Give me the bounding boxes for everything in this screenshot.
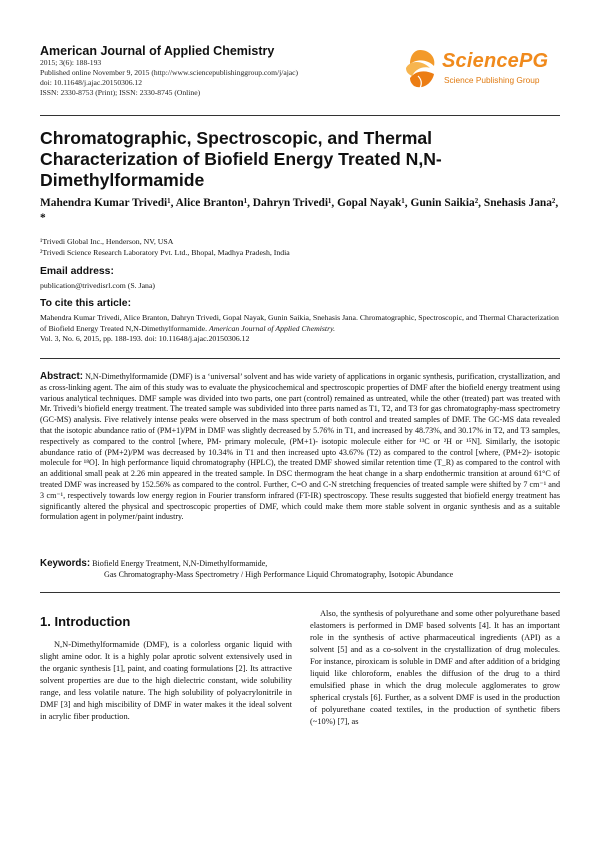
keywords-line-1: Biofield Energy Treatment, N,N-Dimethylformamide,: [92, 559, 268, 568]
affiliations: [40, 236, 560, 258]
intro-paragraph-right: Also, the synthesis of polyurethane and some other polyurethane based elastomers is performed in DMF based solvents [4]. It has an important role in the synthesis of active pharmaceutical ingredients (API) as a solvent [5] and as a co-solvent in the crystallization of drug molecules. For instance, piroxicam is soluble in DMF and after addition of a bridging liquid like chloroform, enables the diffusion of the drug to a third emulsified phase in which the drug molecule agglomerates to grow spherical crystals [6]. Further, as a solvent DMF is used in the production of polyurethane coated textiles, in the production of synthetic fibers (~10%) [7], as: [310, 609, 560, 726]
right-column: [310, 608, 560, 728]
paper-title: Chromatographic, Spectroscopic, and Thermal Characterization of Biofield Energy Treated N,N-Dimethylformamide: [40, 128, 442, 190]
abstract: [40, 372, 560, 523]
logo-wordmark: SciencePG: [442, 50, 549, 72]
keywords-line-2: Gas Chromatography-Mass Spectrometry / High Performance Liquid Chromatography, Isotopic Abundance: [104, 570, 454, 579]
citation-text: Mahendra Kumar Trivedi, Alice Branton, Dahryn Trivedi, Gopal Nayak, Gunin Saikia, Snehasis Jana. Chromatographic, Spectroscopic, and Thermal Characterization of Biofield Energy Treated N,N-Dimethylformamide.: [40, 313, 559, 333]
journal-name: American Journal of Applied Chemistry: [40, 44, 275, 58]
intro-paragraph-left: N,N-Dimethylformamide (DMF), is a colorless organic liquid with slight amine odor. It is a highly polar aprotic solvent extensively used in the organic synthesis [1], paint, and coating formulations [2]. Its attractive solvent properties are due to the high dielectric constant, wide solubility range, and less volatile nature. The high solubility of polyacrylonitrile in DMF [3] and high miscibility of DMF in water makes it the ideal solvent in acrylic fiber production.: [40, 640, 292, 721]
abstract-label: Abstract:: [40, 371, 84, 382]
citation-journal: American Journal of Applied Chemistry.: [208, 323, 336, 333]
abstract-text: N,N-Dimethylformamide (DMF) is a ‘universal’ solvent and has wide variety of applications in organic synthesis, purification, crystallization, and as cross-linking agent. The aim of this study was to evaluate the physicochemical and spectroscopic properties of DMF after the biofield energy treatment using various analytical techniques. DMF sample was divided into two parts, one part (control) remained as untreated, while the other (treated) part was treated with Mr. Trivedi’s biofield energy treatment. The treated sample was subdivided into three parts named as T1, T2, and T3 for gas chromatography-mass spectrometry (GC-MS) analysis. Five relatively intense peaks were observed in the mass spectrum of both control and treated samples of DMF. The GC-MS data revealed that the isotopic abundance ratio of (PM+1)/PM in DMF was slightly decreased by 5.76% in T1, and increased by 48.73%, and 30.17% in T2, and T3 samples, respectively as compared to the control [where, PM- primary molecule, (PM+1)- isotopic molecule either for ¹³C or ²H or ¹⁵N]. Similarly, the isotopic abundance ratio of (PM+2)/PM was decreased by 10.34% in T1 and then increased upto 43.67% (T2) as compared to the control [where, (PM+2)- isotopic molecule for ¹⁸O]. In high performance liquid chromatography (HPLC), the treated DMF showed similar retention time (T_R) as compared to the control with an additional small peak at 2.26 min appeared in the treated sample. In DSC thermogram the heat change in a sharp endothermic transition at around 61°C of treated DMF was increased by 152.56% as compared to the control. Further, C=O and C-N stretching frequencies of treated sample were shifted by 7 cm⁻¹ and 3 cm⁻¹, respectively towards low energy region in Fourier transform infrared (FT-IR) spectroscopy. These results suggested that biofield energy treatment has significantly altered the physical and spectroscopic properties of DMF, which could make them more stable solvent in organic synthesis and as a suitable formulation agent in polymer/paint industry.: [40, 372, 560, 522]
abstract-divider-bottom: [40, 592, 560, 593]
logo-subtitle: Science Publishing Group: [444, 75, 540, 85]
cite-heading: To cite this article:: [40, 298, 132, 309]
journal-header: [40, 44, 560, 110]
keywords: [40, 558, 560, 580]
keywords-label: Keywords:: [40, 558, 91, 569]
left-column: [40, 614, 292, 723]
logo-mark-icon: [400, 46, 440, 92]
header-divider: [40, 115, 560, 116]
author-list: Mahendra Kumar Trivedi¹, Alice Branton¹, Dahryn Trivedi¹, Gopal Nayak¹, Gunin Saikia², Snehasis Jana², *: [40, 197, 559, 224]
issn: ISSN: 2330-8753 (Print); ISSN: 2330-8745 (Online): [40, 88, 201, 97]
journal-volume: 2015; 3(6): 188-193: [40, 58, 102, 67]
affiliation-1: ¹Trivedi Global Inc., Henderson, NV, USA: [40, 237, 174, 246]
publication-date: Published online November 9, 2015 (http://www.sciencepublishinggroup.com/j/ajac): [40, 68, 299, 77]
affiliation-2: ²Trivedi Science Research Laboratory Pvt. Ltd., Bhopal, Madhya Pradesh, India: [40, 248, 290, 257]
doi: doi: 10.11648/j.ajac.20150306.12: [40, 78, 143, 87]
citation: [40, 313, 560, 345]
sciencepg-logo: [400, 44, 560, 100]
email-heading: Email address:: [40, 266, 114, 277]
section-heading-introduction: 1. Introduction: [40, 614, 131, 629]
abstract-divider-top: [40, 358, 560, 359]
email-address[interactable]: publication@trivedisrl.com (S. Jana): [40, 281, 156, 290]
citation-volume: Vol. 3, No. 6, 2015, pp. 188-193. doi: 10.11648/j.ajac.20150306.12: [40, 334, 250, 344]
